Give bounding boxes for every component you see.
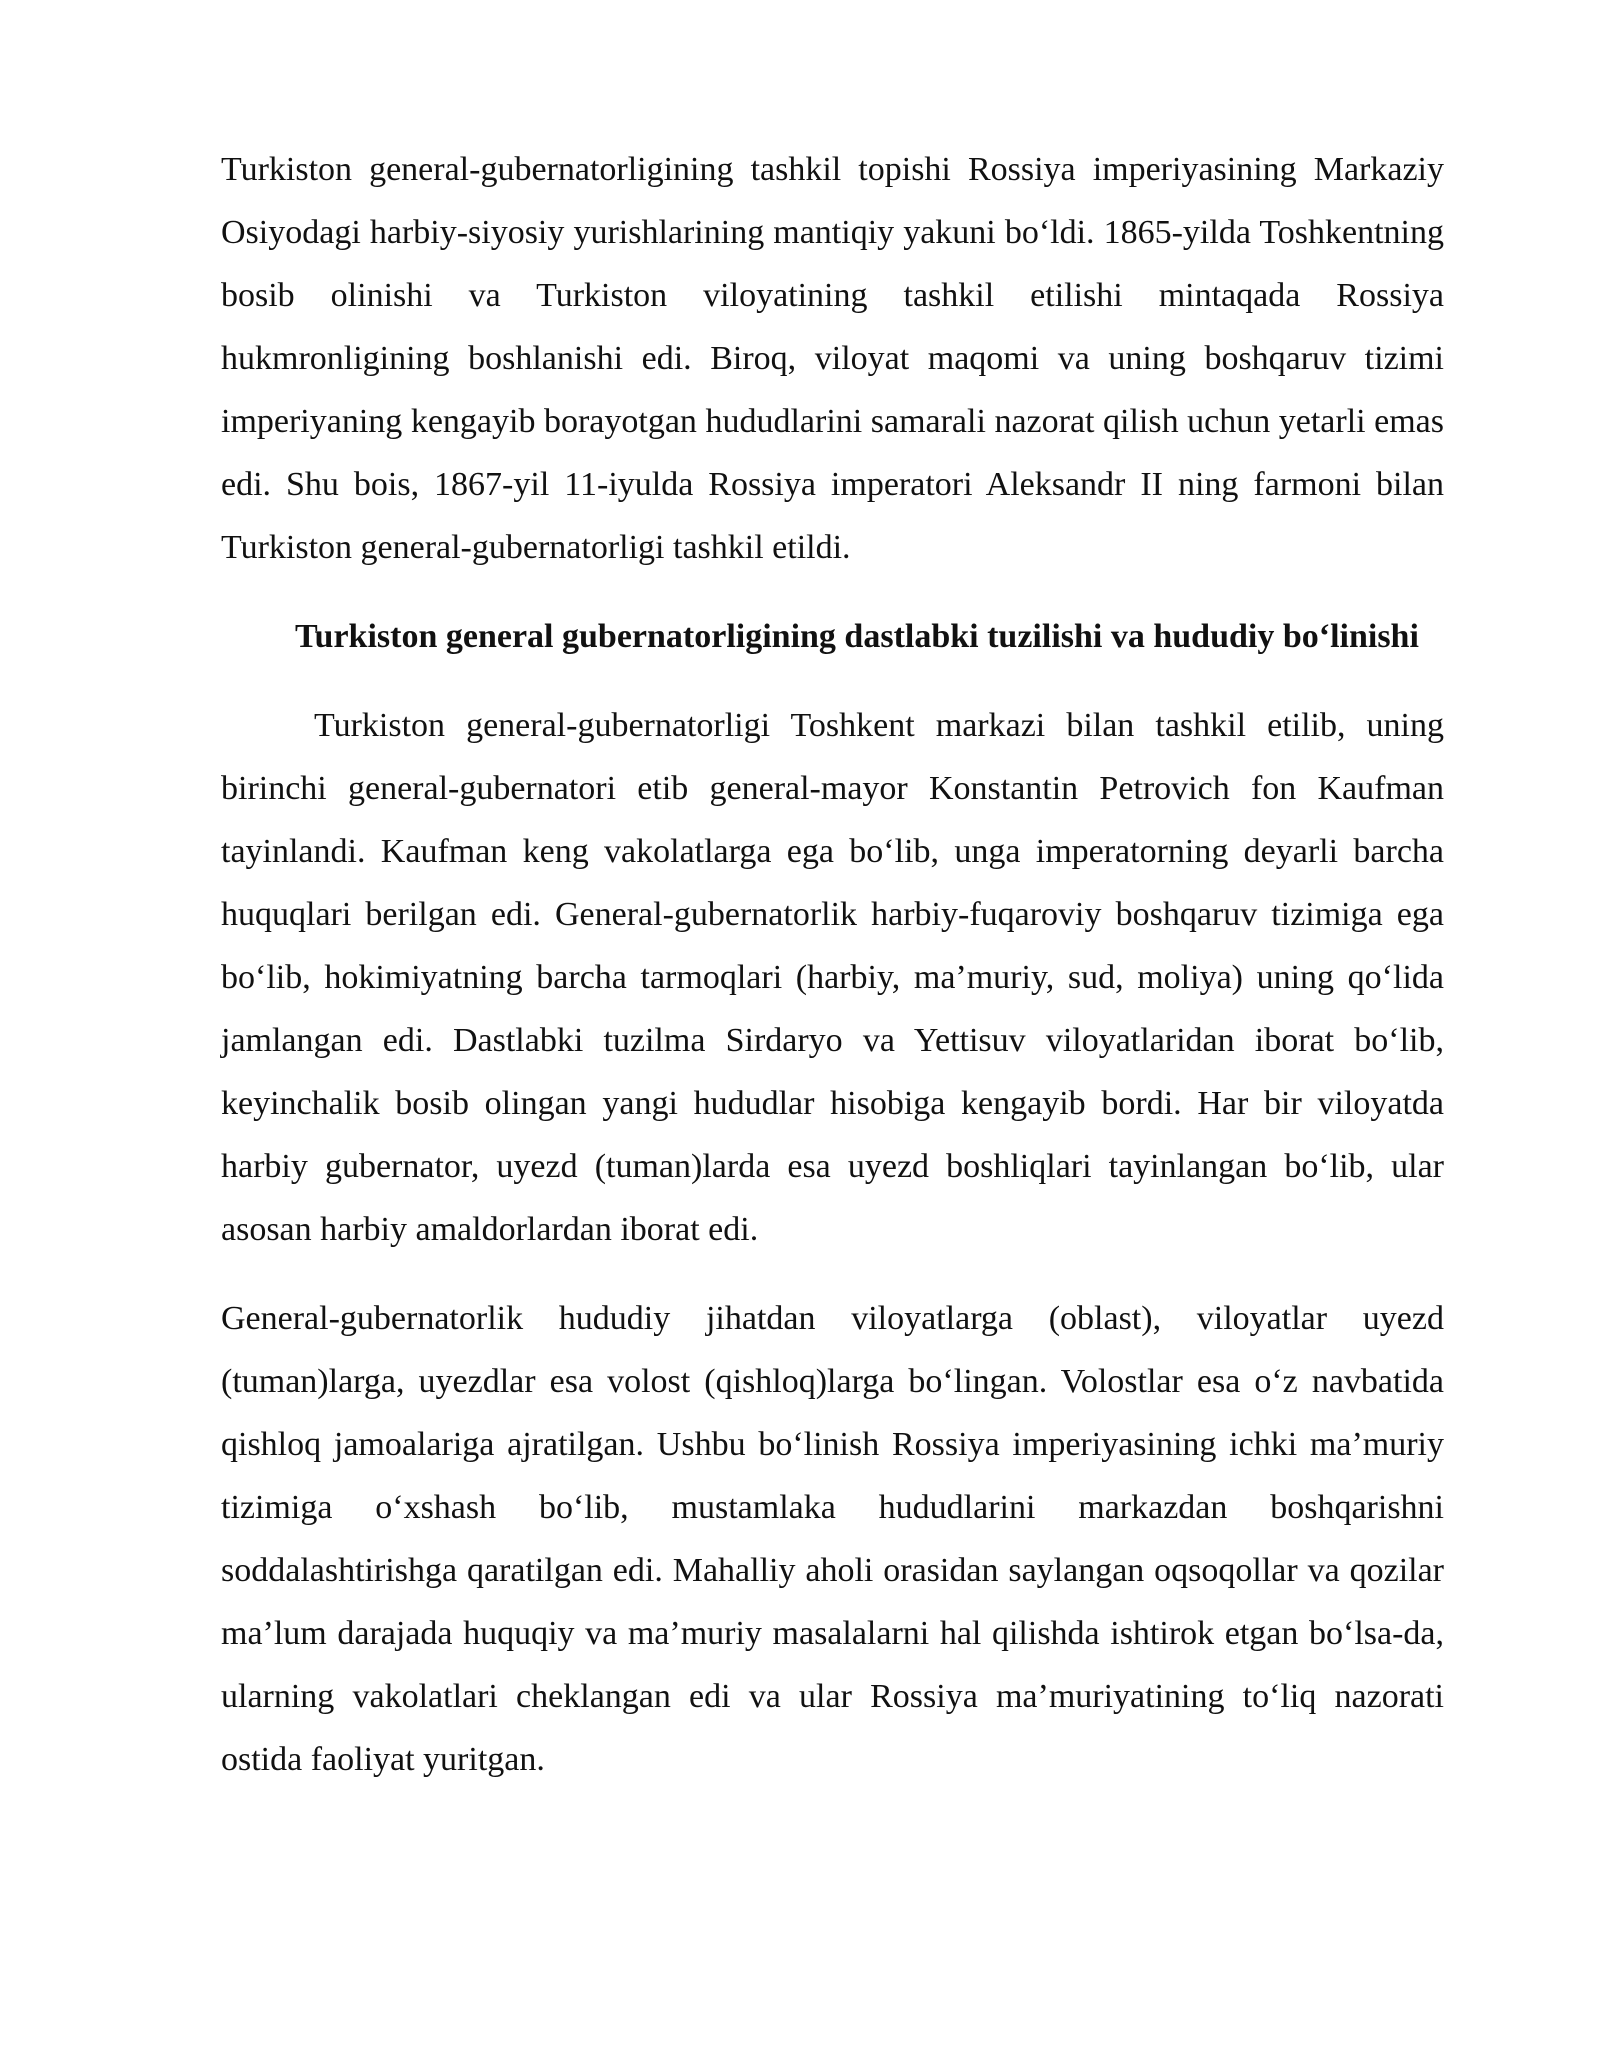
intro-paragraph: Turkiston general-gubernatorligining tashkil topishi Rossiya imperiyasining Markaziy Osiyodagi harbiy-siyosiy yurishlarining mantiqiy yakuni bo‘ldi. 1865-yilda Toshkentning bosib olinishi va Turkiston viloyatining tashkil etilishi mintaqada Rossiya hukmronligining boshlanishi edi. Biroq, viloyat maqomi va uning boshqaruv tizimi imperiyaning kengayib borayotgan hududlarini samarali nazorat qilish uchun yetarli emas edi. Shu bois, 1867-yil 11-iyulda Rossiya imperatori Aleksandr II ning farmoni bilan Turkiston general-gubernatorligi tashkil etildi. bbox=[221, 151, 1444, 566]
document-body bbox=[221, 138, 1444, 1791]
division-paragraph: General-gubernatorlik hududiy jihatdan viloyatlarga (oblast), viloyatlar uyezd (tuman)larga, uyezdlar esa volost (qishloq)larga bo‘lingan. Volostlar esa o‘z navbatida qishloq jamoalariga ajratilgan. Ushbu bo‘linish Rossiya imperiyasining ichki ma’muriy tizimiga o‘xshash bo‘lib, mustamlaka hududlarini markazdan boshqarishni soddalashtirishga qaratilgan edi. Mahalliy aholi orasidan saylangan oqsoqollar va qozilar ma’lum darajada huquqiy va ma’muriy masalalarni hal qilishda ishtirok etgan bo‘lsa-da, ularning vakolatlari cheklangan edi va ular Rossiya ma’muriyatining to‘liq nazorati ostida faoliyat yuritgan. bbox=[221, 1300, 1444, 1778]
structure-paragraph: Turkiston general-gubernatorligi Toshkent markazi bilan tashkil etilib, uning birinchi general-gubernatori etib general-mayor Konstantin Petrovich fon Kaufman tayinlandi. Kaufman keng vakolatlarga ega bo‘lib, unga imperatorning deyarli barcha huquqlari berilgan edi. General-gubernatorlik harbiy-fuqaroviy boshqaruv tizimiga ega bo‘lib, hokimiyatning barcha tarmoqlari (harbiy, ma’muriy, sud, moliya) uning qo‘lida jamlangan edi. Dastlabki tuzilma Sirdaryo va Yettisuv viloyatlaridan iborat bo‘lib, keyinchalik bosib olingan yangi hududlar hisobiga kengayib bordi. Har bir viloyatda harbiy gubernator, uyezd (tuman)larda esa uyezd boshliqlari tayinlangan bo‘lib, ular asosan harbiy amaldorlardan iborat edi. bbox=[221, 707, 1444, 1248]
section-heading: Turkiston general gubernatorligining dastlabki tuzilishi va hududiy bo‘linishi bbox=[295, 618, 1419, 655]
